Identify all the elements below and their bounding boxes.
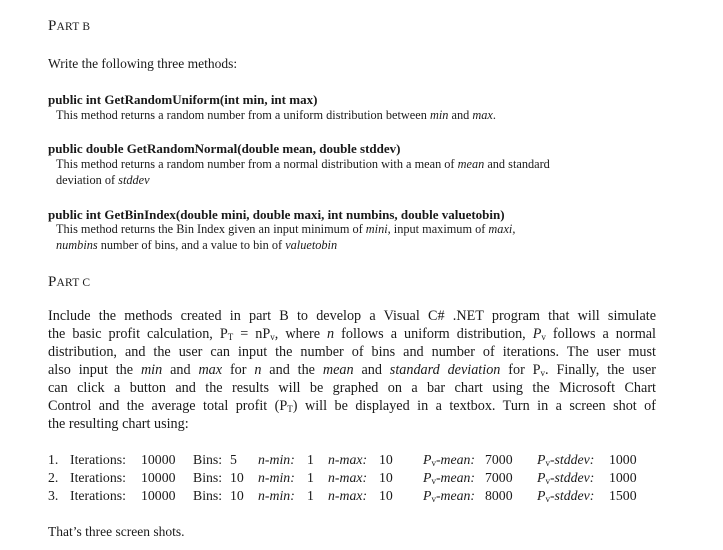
text-run: follows a uniform distribution, (334, 326, 533, 342)
text-run: can click a button and the results will be graphed on a bar chart using the Microsoft Chart (48, 380, 656, 396)
part-b-intro: Write the following three methods: (48, 56, 238, 71)
bins-label: Bins: (193, 470, 223, 485)
bins-value: 5 (230, 452, 237, 467)
text-run: Include the methods created in part B to develop a Visual C# .NET program that will simulate (48, 308, 656, 324)
italic-text: P (532, 326, 542, 342)
italic-text: max (472, 108, 493, 122)
subscript-text: T (227, 332, 234, 342)
text-run: = nP (233, 326, 271, 342)
mean-label: $P_v$-mean: (423, 488, 476, 504)
text-run: for (222, 362, 255, 378)
italic-text: valuetobin (285, 238, 338, 252)
nmin-label: n-min: (258, 470, 295, 485)
part-b-heading: PART B (48, 18, 91, 34)
closing-note: That’s three screen shots. (48, 524, 185, 539)
text-run: the basic profit calculation, P (48, 326, 228, 342)
stddev-value: 1000 (609, 452, 637, 467)
nmin-label: n-min: (258, 488, 295, 503)
text-run: the resulting chart using: (48, 416, 189, 432)
paragraph-line (48, 398, 656, 415)
bins-label: Bins: (193, 452, 223, 467)
iterations-label: Iterations: (70, 470, 126, 485)
iterations-label: Iterations: (70, 452, 126, 467)
mean-value: 7000 (485, 452, 513, 467)
nmax-label: n-max: (328, 470, 368, 485)
nmax-label: n-max: (328, 488, 368, 503)
method-description-cont (56, 238, 337, 253)
paragraph-line (48, 344, 656, 361)
method-description (56, 222, 515, 237)
text-run: follows a normal (545, 326, 656, 342)
paragraph-line (48, 380, 656, 397)
text-run: , input maximum of (387, 222, 489, 236)
italic-text: mini (365, 222, 388, 236)
nmin-value: 1 (307, 452, 314, 467)
iterations-value: 10000 (141, 452, 176, 467)
italic-text: mean (457, 157, 485, 171)
bins-value: 10 (230, 488, 244, 503)
stddev-label: $P_v$-stddev: (537, 488, 595, 504)
italic-text: numbins (56, 238, 98, 252)
method-description (56, 108, 496, 123)
italic-text: max (198, 362, 223, 378)
nmax-label: n-max: (328, 452, 368, 467)
method-description (56, 157, 550, 172)
mean-label: $P_v$-mean: (423, 452, 476, 468)
italic-text: maxi, (488, 222, 516, 236)
nmax-value: 10 (379, 470, 393, 485)
text-run: and (353, 362, 390, 378)
iterations-value: 10000 (141, 488, 176, 503)
subscript-text: v (541, 332, 546, 342)
bins-value: 10 (230, 470, 244, 485)
subscript-text: v (270, 332, 275, 342)
method-description-cont (56, 173, 150, 188)
text-run: Control and the average total profit (P (48, 398, 288, 414)
text-run: and (448, 108, 473, 122)
nmin-value: 1 (307, 470, 314, 485)
text-run: for P (500, 362, 541, 378)
run-number: 1. (48, 452, 59, 467)
mean-value: 8000 (485, 488, 513, 503)
text-run: and standard (484, 157, 550, 171)
text-run: This method returns a random number from a normal distribution with a mean of (56, 157, 458, 171)
text-run: This method returns the Bin Index given an input minimum of (56, 222, 366, 236)
subscript-text: v (540, 368, 546, 378)
text-run: deviation of (56, 173, 119, 187)
part-c-heading: PART C (48, 274, 91, 290)
nmin-label: n-min: (258, 452, 295, 467)
text-run: also input the (48, 362, 141, 378)
text-run: and the (261, 362, 323, 378)
nmin-value: 1 (307, 488, 314, 503)
run-number: 3. (48, 488, 59, 503)
text-run: and (162, 362, 199, 378)
stddev-label: $P_v$-stddev: (537, 470, 595, 486)
iterations-value: 10000 (141, 470, 176, 485)
italic-text: min (429, 108, 449, 122)
italic-text: n (327, 326, 335, 342)
nmax-value: 10 (379, 452, 393, 467)
italic-text: min (140, 362, 163, 378)
method-signature: public double GetRandomNormal(double mean, double stddev) (48, 141, 401, 156)
text-run: , where (274, 326, 328, 342)
paragraph-line (48, 308, 656, 325)
method-signature: public int GetRandomUniform(int min, int max) (48, 92, 318, 107)
stddev-value: 1000 (609, 470, 637, 485)
paragraph-line (48, 326, 656, 343)
subscript-text: T (287, 404, 293, 414)
run-number: 2. (48, 470, 59, 485)
text-run: . Finally, the user (545, 362, 656, 378)
italic-text: stddev (118, 173, 150, 187)
iterations-label: Iterations: (70, 488, 126, 503)
paragraph-line (48, 362, 656, 379)
bins-label: Bins: (193, 488, 223, 503)
italic-text: mean (322, 362, 354, 378)
method-signature: public int GetBinIndex(double mini, double maxi, int numbins, double valuetobin) (48, 207, 505, 222)
text-run: distribution, and the user can input the number of bins and number of iterations. The user must (48, 344, 656, 360)
text-run: This method returns a random number from a uniform distribution between (56, 108, 430, 122)
italic-text: n (254, 362, 262, 378)
nmax-value: 10 (379, 488, 393, 503)
stddev-value: 1500 (609, 488, 637, 503)
paragraph-line (48, 416, 656, 433)
stddev-label: $P_v$-stddev: (537, 452, 595, 468)
mean-label: $P_v$-mean: (423, 470, 476, 486)
mean-value: 7000 (485, 470, 513, 485)
text-run: ) will be displayed in a textbox. Turn in a screen shot of (292, 398, 656, 414)
text-run: . (492, 108, 496, 122)
text-run: number of bins, and a value to bin of (97, 238, 286, 252)
italic-text: standard deviation (389, 362, 501, 378)
